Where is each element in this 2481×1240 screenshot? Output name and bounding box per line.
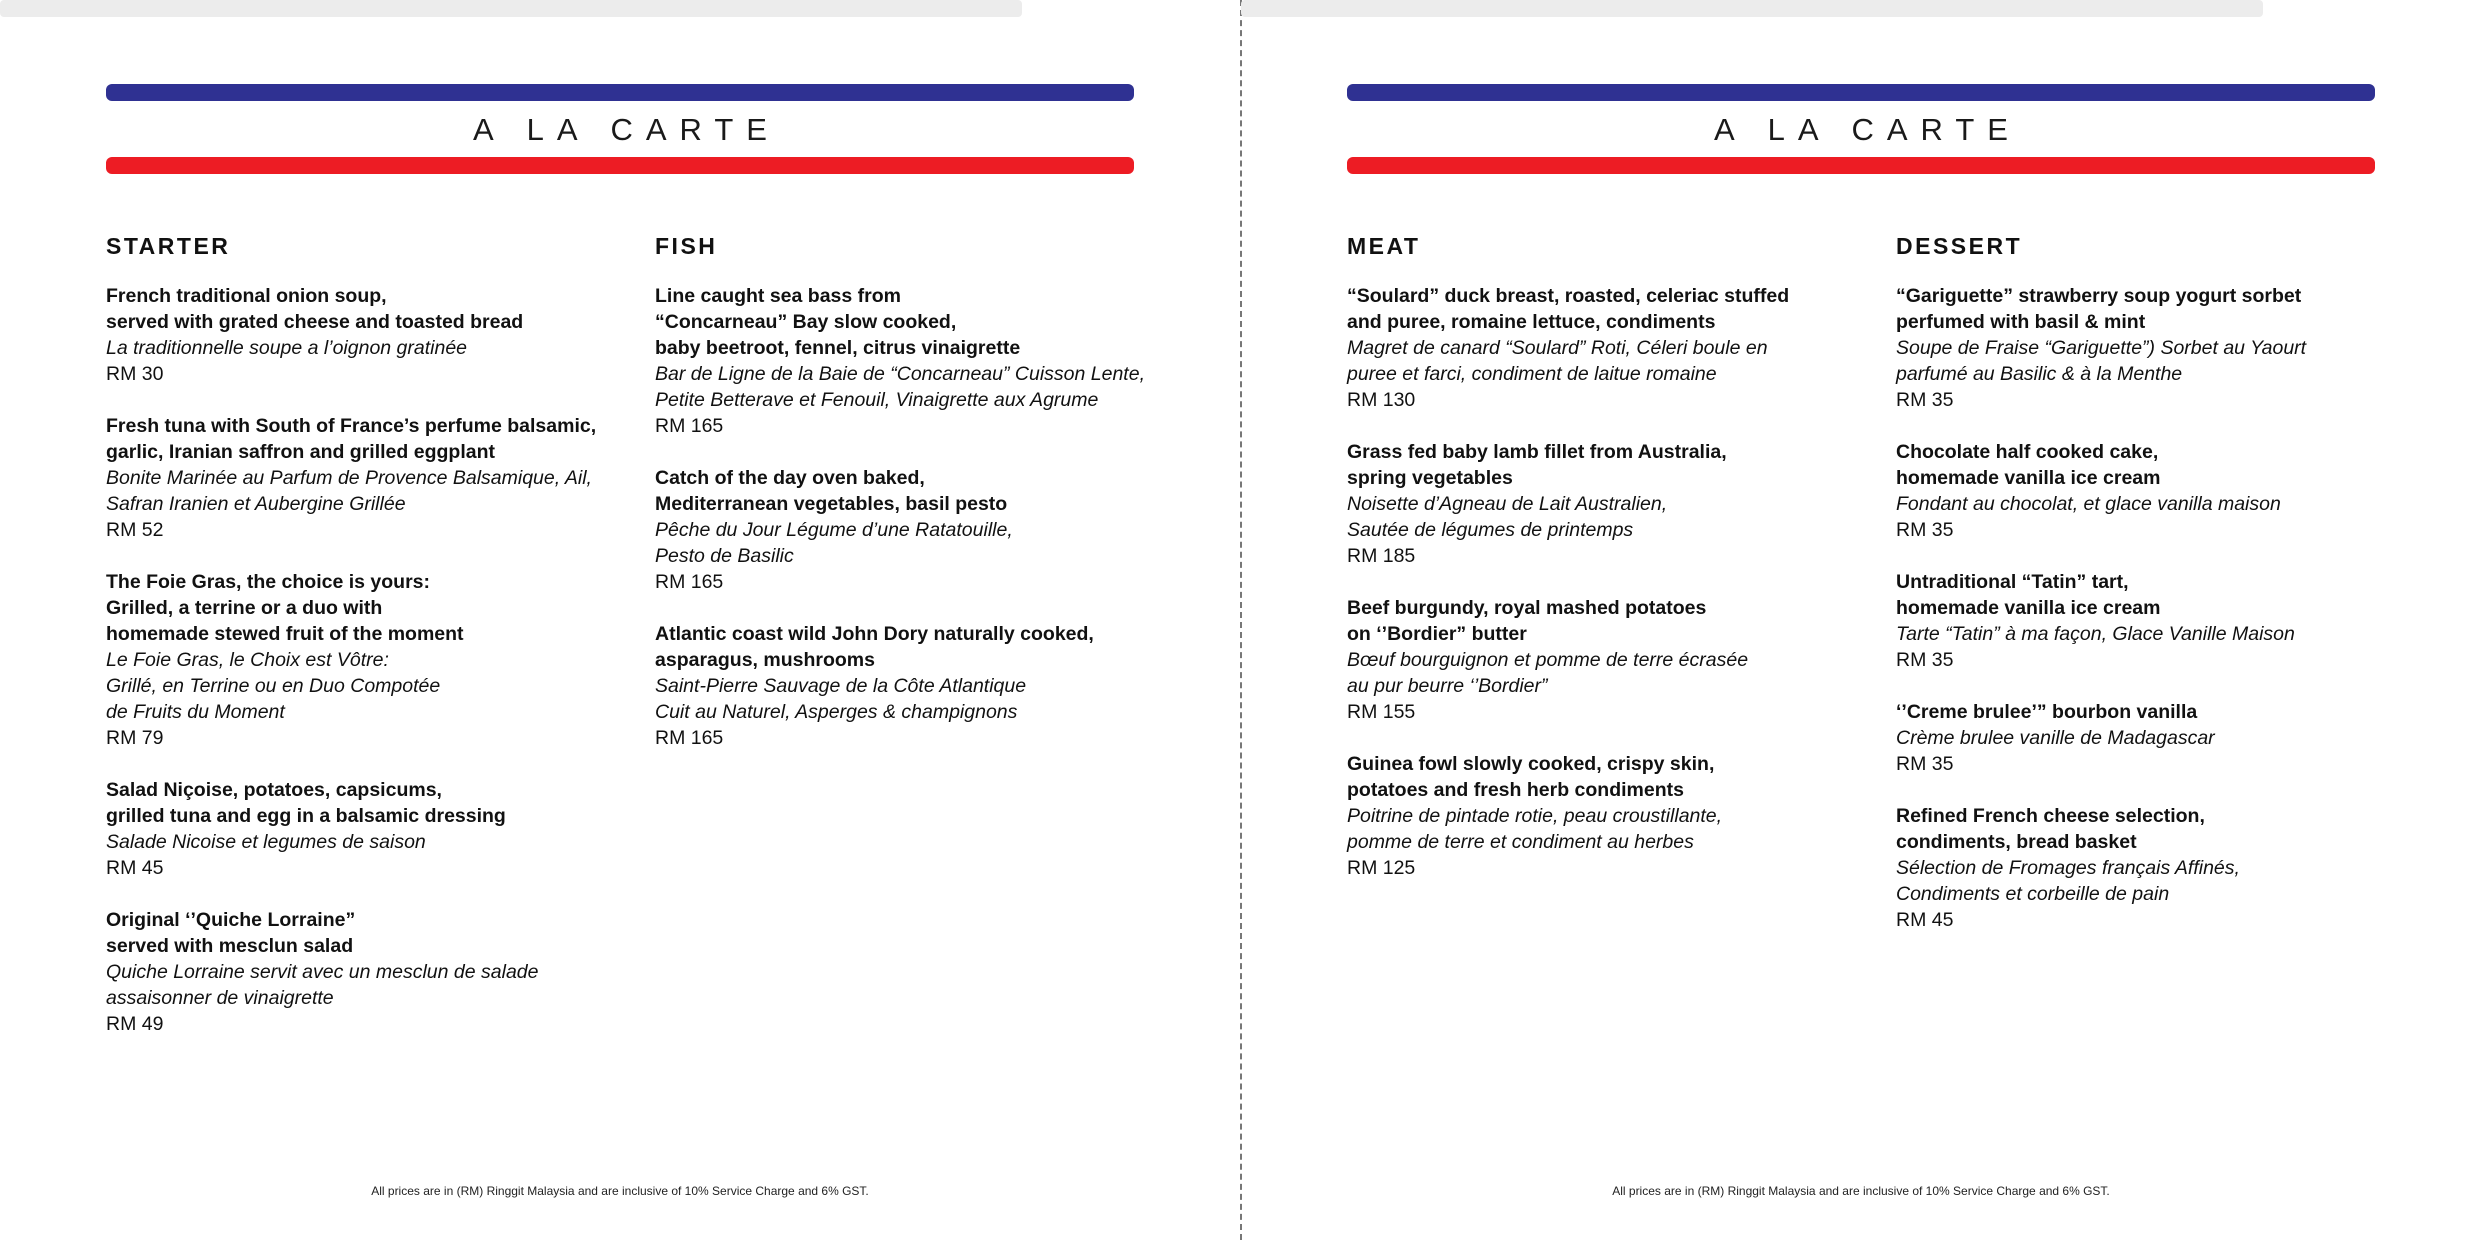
dish-name-english: Fresh tuna with South of France’s perfume balsamic, garlic, Iranian saffron and grilled eggplant [106, 415, 597, 463]
dish-price: RM 30 [106, 363, 164, 385]
red-stripe [106, 157, 1134, 174]
menu-item [655, 465, 1175, 595]
dish-price: RM 35 [1896, 649, 1954, 671]
menu-item-list [1896, 283, 2416, 933]
menu-section-dessert [1896, 230, 2416, 959]
section-heading: STARTER [106, 233, 231, 259]
white-stripe [0, 0, 1022, 17]
dish-name-english: Original ‘’Quiche Lorraine” served with mesclun salad [106, 909, 356, 957]
menu-item-list [106, 283, 626, 1037]
menu-section-starter [106, 230, 626, 1063]
menu-section-fish [655, 230, 1175, 777]
dish-name-english: Refined French cheese selection, condiments, bread basket [1896, 805, 2205, 853]
dish-name-english: Salad Niçoise, potatoes, capsicums, grilled tuna and egg in a balsamic dressing [106, 779, 506, 827]
dish-price: RM 49 [106, 1013, 164, 1035]
dish-price: RM 155 [1347, 701, 1416, 723]
dish-name-french: Crème brulee vanille de Madagascar [1896, 727, 2215, 749]
dish-name-french: Pêche du Jour Légume d’une Ratatouille, Pesto de Basilic [655, 519, 1013, 567]
dish-name-english: Line caught sea bass from “Concarneau” Bay slow cooked, baby beetroot, fennel, citrus vinaigrette [655, 285, 1021, 359]
section-heading: MEAT [1347, 233, 1421, 259]
dish-price: RM 79 [106, 727, 164, 749]
menu-item [106, 777, 626, 881]
dish-price: RM 125 [1347, 857, 1416, 879]
dish-name-french: Tarte “Tatin” à ma façon, Glace Vanille Maison [1896, 623, 2295, 645]
dish-name-french: Sélection de Fromages français Affinés, Condiments et corbeille de pain [1896, 857, 2240, 905]
dish-name-french: Magret de canard “Soulard” Roti, Céleri boule en puree et farci, condiment de laitue romaine [1347, 337, 1768, 385]
dish-name-french: Saint-Pierre Sauvage de la Côte Atlantique Cuit au Naturel, Asperges & champignons [655, 675, 1027, 723]
dish-name-english: ‘’Creme brulee’” bourbon vanilla [1896, 701, 2198, 723]
dish-name-french: Soupe de Fraise “Gariguette”) Sorbet au Yaourt parfumé au Basilic & à la Menthe [1896, 337, 2307, 385]
dish-name-english: Beef burgundy, royal mashed potatoes on ‘’Bordier” butter [1347, 597, 1707, 645]
price-footnote: All prices are in (RM) Ringgit Malaysia and are inclusive of 10% Service Charge and 6% GST. [1612, 1184, 2110, 1198]
menu-item [1347, 751, 1867, 881]
section-heading: DESSERT [1896, 233, 2023, 259]
dish-price: RM 165 [655, 415, 724, 437]
dish-name-french: Poitrine de pintade rotie, peau croustillante, pomme de terre et condiment au herbes [1347, 805, 1723, 853]
section-heading: FISH [655, 233, 718, 259]
dish-price: RM 35 [1896, 753, 1954, 775]
menu-item [1347, 595, 1867, 725]
blue-stripe [1347, 84, 2375, 101]
white-stripe [1241, 0, 2263, 17]
dish-name-english: Atlantic coast wild John Dory naturally cooked, asparagus, mushrooms [655, 623, 1094, 671]
dish-name-french: Fondant au chocolat, et glace vanilla maison [1896, 493, 2281, 515]
menu-page-left [0, 0, 1240, 1240]
menu-item [655, 283, 1175, 439]
dish-name-english: “Gariguette” strawberry soup yogurt sorbet perfumed with basil & mint [1896, 285, 2302, 333]
dish-name-french: Noisette d’Agneau de Lait Australien, Sautée de légumes de printemps [1347, 493, 1668, 541]
dish-name-french: Bonite Marinée au Parfum de Provence Balsamique, Ail, Safran Iranien et Aubergine Grillée [106, 467, 592, 515]
dish-name-english: Chocolate half cooked cake, homemade vanilla ice cream [1896, 441, 2161, 489]
menu-item [655, 621, 1175, 751]
dish-price: RM 165 [655, 727, 724, 749]
dish-name-english: French traditional onion soup, served with grated cheese and toasted bread [106, 285, 524, 333]
dish-price: RM 52 [106, 519, 164, 541]
menu-item [106, 413, 626, 543]
menu-item [106, 907, 626, 1037]
dish-price: RM 45 [1896, 909, 1954, 931]
menu-item [1896, 569, 2416, 673]
page-title: A LA CARTE [1714, 112, 2021, 147]
menu-item [106, 569, 626, 751]
dish-name-english: Guinea fowl slowly cooked, crispy skin, potatoes and fresh herb condiments [1347, 753, 1715, 801]
page-title: A LA CARTE [473, 112, 780, 147]
menu-item-list [655, 283, 1175, 751]
menu-item-list [1347, 283, 1867, 881]
menu-item [1896, 803, 2416, 933]
dish-price: RM 165 [655, 571, 724, 593]
dish-price: RM 35 [1896, 519, 1954, 541]
dish-name-english: The Foie Gras, the choice is yours: Grilled, a terrine or a duo with homemade stewed fruit of the moment [106, 571, 464, 645]
dish-price: RM 45 [106, 857, 164, 879]
price-footnote: All prices are in (RM) Ringgit Malaysia and are inclusive of 10% Service Charge and 6% GST. [371, 1184, 869, 1198]
dish-name-french: La traditionnelle soupe a l’oignon gratinée [106, 337, 468, 359]
menu-item [1347, 439, 1867, 569]
dish-name-english: Grass fed baby lamb fillet from Australia, spring vegetables [1347, 441, 1727, 489]
menu-item [1347, 283, 1867, 413]
dish-name-french: Quiche Lorraine servit avec un mesclun de salade assaisonner de vinaigrette [106, 961, 539, 1009]
dish-name-english: Catch of the day oven baked, Mediterranean vegetables, basil pesto [655, 467, 1008, 515]
menu-item [1896, 699, 2416, 777]
blue-stripe [106, 84, 1134, 101]
menu-item [1896, 283, 2416, 413]
dish-name-french: Le Foie Gras, le Choix est Vôtre: Grillé, en Terrine ou en Duo Compotée de Fruits du Moment [106, 649, 441, 723]
dish-name-french: Bœuf bourguignon et pomme de terre écrasée au pur beurre ‘’Bordier” [1347, 649, 1749, 697]
menu-section-meat [1347, 230, 1867, 907]
dish-price: RM 185 [1347, 545, 1416, 567]
menu-page-right [1241, 0, 2481, 1240]
dish-name-english: “Soulard” duck breast, roasted, celeriac stuffed and puree, romaine lettuce, condiments [1347, 285, 1790, 333]
dish-name-french: Bar de Ligne de la Baie de “Concarneau” Cuisson Lente, Petite Betterave et Fenouil, Vinaigrette aux Agrume [655, 363, 1145, 411]
menu-item [106, 283, 626, 387]
red-stripe [1347, 157, 2375, 174]
dish-name-english: Untraditional “Tatin” tart, homemade vanilla ice cream [1896, 571, 2161, 619]
dish-price: RM 35 [1896, 389, 1954, 411]
menu-item [1896, 439, 2416, 543]
dish-price: RM 130 [1347, 389, 1416, 411]
dish-name-french: Salade Nicoise et legumes de saison [106, 831, 426, 853]
